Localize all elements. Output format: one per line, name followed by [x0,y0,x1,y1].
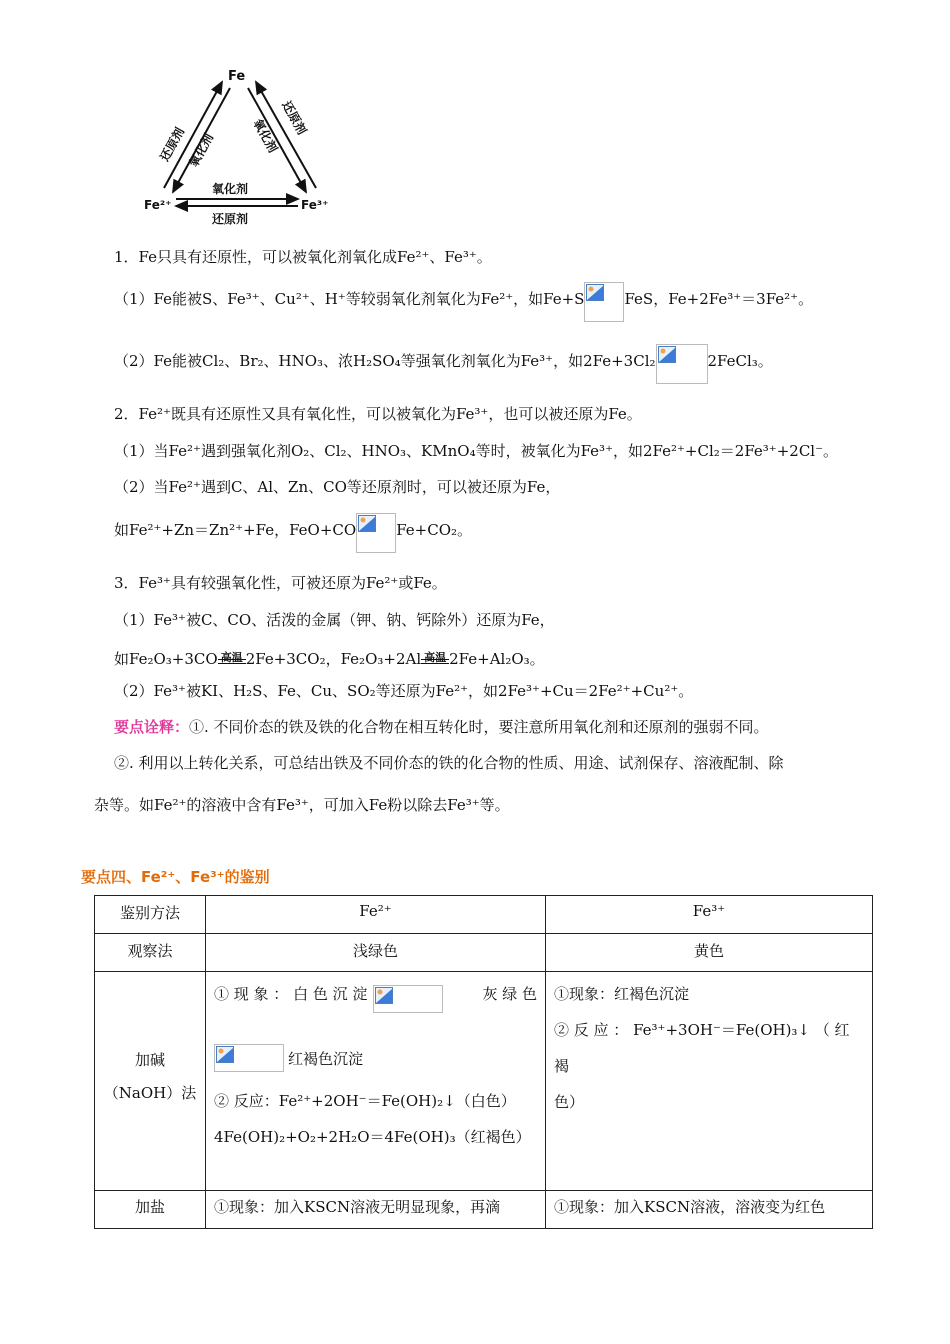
method-alkali: 加碱 （NaOH）法 [95,972,206,1191]
fe3-node: Fe³⁺ [301,198,329,212]
para1-heading: 1．Fe只具有还原性，可以被氧化剂氧化成Fe²⁺、Fe³⁺。 [114,248,492,266]
broken-image-placeholder [214,1044,284,1072]
para2-item2: （2）当Fe²⁺遇到C、Al、Zn、CO等还原剂时，可以被还原为Fe， [114,478,561,496]
table-header-row [95,896,873,934]
arrow-fe-to-fe3 [248,88,306,192]
para3-item2: （2）Fe³⁺被KI、H₂S、Fe、Cu、SO₂等还原为Fe²⁺，如2Fe³⁺+Cu＝2Fe²⁺+Cu²⁺。 [114,682,694,700]
broken-image-icon [658,346,676,363]
right-inner-label: 氧化剂 [250,116,281,155]
broken-image-icon [358,515,376,532]
para2-heading: 2．Fe²⁺既具有还原性又具有氧化性，可以被氧化为Fe³⁺，也可以被还原为Fe。 [114,405,642,423]
para1-item2: （2）Fe能被Cl₂、Br₂、HNO₃、浓H₂SO₄等强氧化剂氧化为Fe³⁺，如2Fe+3Cl₂ 2FeCl₃。 [114,344,773,384]
para2-example: 如Fe²⁺+Zn＝Zn²⁺+Fe，FeO+CO Fe+CO₂。 [114,513,472,553]
broken-image-icon [586,284,604,301]
broken-image-placeholder [356,513,396,553]
fe2-salt: ①现象：加入KSCN溶液无明显现象，再滴 [206,1191,546,1229]
right-outer-label: 还原剂 [279,98,310,137]
para3-heading: 3．Fe³⁺具有较强氧化性，可被还原为Fe²⁺或Fe。 [114,574,447,592]
para2-item1: （1）当Fe²⁺遇到强氧化剂O₂、Cl₂、HNO₃、KMnO₄等时，被氧化为Fe³⁺，如2Fe²⁺+Cl₂＝2Fe³⁺+2Cl⁻。 [114,442,839,460]
bottom-bottom-label: 还原剂 [212,212,249,226]
note-label: 要点诠释： [114,718,190,736]
header-method: 鉴别方法 [95,896,206,934]
method-salt: 加盐 [95,1191,206,1229]
broken-image-placeholder [373,985,443,1013]
iron-triangle-diagram [140,62,340,230]
fe2-observe: 浅绿色 [206,934,546,972]
left-outer-label: 还原剂 [157,125,188,164]
broken-image-icon [216,1046,234,1063]
table-row [95,1191,873,1229]
section-title: 要点四、Fe²⁺、Fe³⁺的鉴别 [81,868,270,886]
fe3-salt: ①现象：加入KSCN溶液，溶液变为红色 [546,1191,873,1229]
fe2-alkali: ① 现 象 ： 白 色 沉 淀 灰 绿 色 红褐色沉淀 ② 反应：Fe²⁺+2OH⁻＝Fe(OH)₂↓（白色） 4Fe(OH)₂+O₂+2H₂O＝4Fe(OH)₃（红褐色） [206,972,546,1191]
condition-high-temp: 高温 [218,663,246,664]
method-observe: 观察法 [95,934,206,972]
para3-example: 如Fe₂O₃+3CO 高温 2Fe+3CO₂，Fe₂O₃+2Al 高温 2Fe+Al₂O₃。 [114,650,545,668]
bottom-top-label: 氧化剂 [212,182,249,196]
broken-image-icon [375,987,393,1004]
condition-high-temp: 高温 [421,663,449,664]
note-line2: ②. 利用以上转化关系，可总结出铁及不同价态的铁的化合物的性质、用途、试剂保存、溶液配制、除 [114,754,784,772]
para3-item1: （1）Fe³⁺被C、CO、活泼的金属（钾、钠、钙除外）还原为Fe， [114,611,555,629]
fe2-node: Fe²⁺ [144,198,172,212]
table-row [95,972,873,1191]
broken-image-placeholder [584,282,624,322]
fe3-alkali: ①现象：红褐色沉淀 ② 反 应 ： Fe³⁺+3OH⁻＝Fe(OH)₃↓ （ 红 褐 色） [546,972,873,1191]
note-line1: 要点诠释：①. 不同价态的铁及铁的化合物在相互转化时，要注意所用氧化剂和还原剂的强弱不同。 [114,718,769,736]
header-fe3: Fe³⁺ [546,896,873,934]
note-line3: 杂等。如Fe²⁺的溶液中含有Fe³⁺，可加入Fe粉以除去Fe³⁺等。 [94,796,510,814]
fe3-observe: 黄色 [546,934,873,972]
left-inner-label: 氧化剂 [186,131,217,170]
fe-node: Fe [228,69,246,84]
identification-table [94,895,873,1229]
table-row [95,934,873,972]
broken-image-placeholder [656,344,708,384]
para1-item1: （1）Fe能被S、Fe³⁺、Cu²⁺、H⁺等较弱氧化剂氧化为Fe²⁺，如Fe+S FeS，Fe+2Fe³⁺＝3Fe²⁺。 [114,282,813,322]
header-fe2: Fe²⁺ [206,896,546,934]
